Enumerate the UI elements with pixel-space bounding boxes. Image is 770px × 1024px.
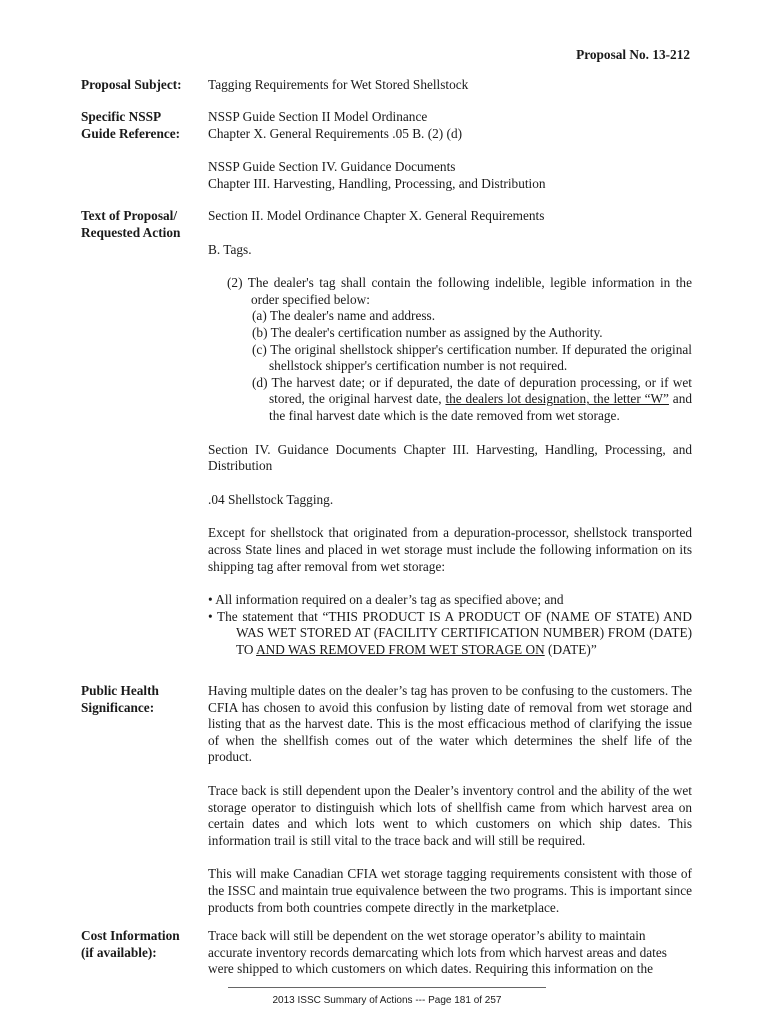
- proposal-label: Text of Proposal/ Requested Action: [81, 208, 181, 240]
- subject-text: Tagging Requirements for Wet Stored Shellstock: [208, 77, 469, 92]
- reference-2-line1: NSSP Guide Section IV. Guidance Documents: [208, 159, 456, 175]
- cost-content: [208, 928, 692, 978]
- bullet-list: [208, 592, 692, 658]
- section4-heading: Section IV. Guidance Documents Chapter III. Harvesting, Handling, Processing, and Distribution: [208, 441, 692, 474]
- page-footer: 2013 ISSC Summary of Actions --- Page 181 of 257: [272, 995, 502, 1006]
- health-paragraph-3: This will make Canadian CFIA wet storage tagging requirements consistent with those of the ISSC and maintain true equivalence between the two programs. This is important since products from both countries compete directly in the marketplace.: [208, 866, 692, 915]
- health-label: Public Health Significance:: [81, 683, 159, 715]
- except-paragraph: Except for shellstock that originated from a depuration-processor, shellstock transported across State lines and placed in wet storage must include the following information on its shipping tag after removal from wet storage:: [208, 525, 692, 574]
- health-paragraph-2: Trace back is still dependent upon the Dealer’s inventory control and the ability of the wet storage operator to distinguish which lots of shellfish came from which harvest area on certain dates and which lots went to which customers on which ship dates. This information trail is still vital to the trace back and will still be required.: [208, 782, 692, 848]
- cost-paragraph: Trace back will still be dependent on the wet storage operator’s ability to maintain accurate inventory records demarcating which lots from which harvest areas and dates were shipped to which customers on which dates. Requiring this information on the: [208, 928, 667, 977]
- reference-2-line2: Chapter III. Harvesting, Handling, Processing, and Distribution: [208, 175, 546, 191]
- health-paragraph-1: Having multiple dates on the dealer’s tag has proven to be confusing to the customers. The CFIA has chosen to avoid this confusion by listing date of removal from wet storage and listing that as the harvest date. This is the most efficacious method of clarifying the issue of when the shellfish comes out of the water which determines the shelf life of the product.: [208, 683, 692, 765]
- bullet-2-amendment: AND WAS REMOVED FROM WET STORAGE ON: [256, 641, 545, 657]
- tags-heading: B. Tags.: [208, 241, 252, 257]
- health-content: [208, 683, 692, 916]
- reference-1-line2: Chapter X. General Requirements .05 B. (2) (d): [208, 125, 463, 141]
- bullet-2: • The statement that “THIS PRODUCT IS A PRODUCT OF (NAME OF STATE) AND WAS WET STORED AT (FACILITY CERTIFICATION NUMBER) FROM (DATE) TO AND WAS REMOVED FROM WET STORAGE ON (DATE)”: [208, 608, 692, 657]
- reference-1-line1: NSSP Guide Section II Model Ordinance: [208, 109, 428, 124]
- item-c: (c) The original shellstock shipper's certification number. If depurated the original shellstock shipper's certification number is not required.: [252, 341, 692, 374]
- item-d: (d) The harvest date; or if depurated, the date of depuration processing, or if wet stored, the original harvest date, the dealers lot designation, the letter “W” and the final harvest date which is the date removed from wet storage.: [252, 374, 692, 423]
- reference-label: Specific NSSP Guide Reference:: [81, 109, 181, 141]
- item-d-amendment: the dealers lot designation, the letter “W”: [445, 391, 669, 407]
- bullet-1: • All information required on a dealer’s tag as specified above; and: [208, 592, 564, 608]
- proposal-content: [208, 208, 692, 658]
- item-b: (b) The dealer's certification number as assigned by the Authority.: [252, 324, 603, 340]
- tagging-heading: .04 Shellstock Tagging.: [208, 491, 334, 507]
- footer-divider: [228, 987, 546, 988]
- item-a: (a) The dealer's name and address.: [252, 308, 436, 324]
- section2-heading: Section II. Model Ordinance Chapter X. General Requirements: [208, 208, 545, 223]
- cost-label: Cost Information (if available):: [81, 928, 180, 960]
- proposal-number: Proposal No. 13-212: [576, 47, 690, 62]
- reference-content: [208, 109, 692, 192]
- dealer-tag-list: [227, 275, 692, 424]
- subject-label: Proposal Subject:: [81, 77, 182, 92]
- item-2-intro: (2) The dealer's tag shall contain the following indelible, legible information in the order specified below:: [227, 275, 692, 307]
